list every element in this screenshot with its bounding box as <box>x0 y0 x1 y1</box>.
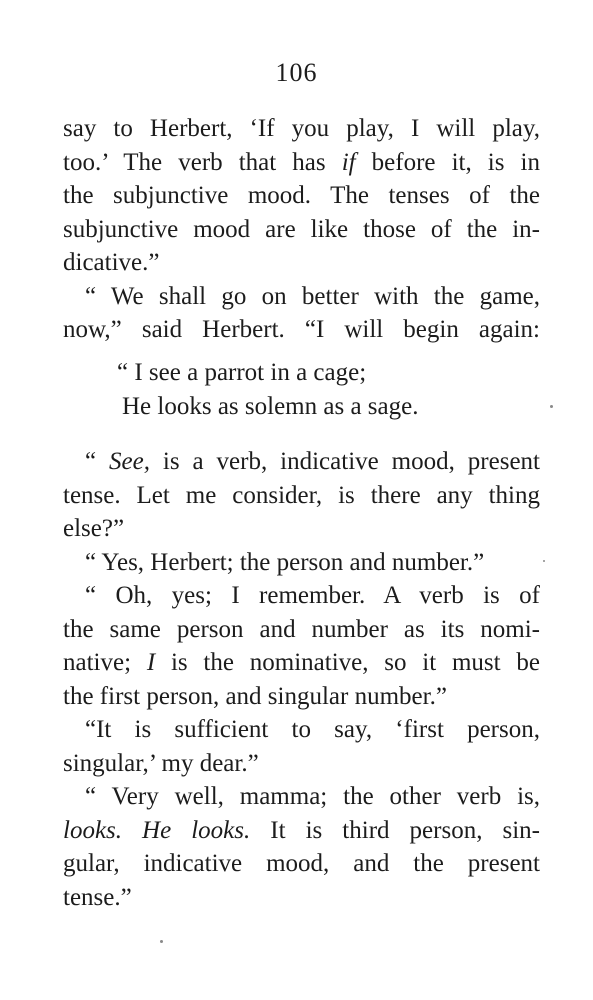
text-line: now,” said Herbert. “I will begin again: <box>63 316 540 343</box>
text-line <box>63 814 540 848</box>
text-line: tense.” <box>63 883 132 911</box>
text-line: say to Herbert, ‘If you play, I will play, <box>63 115 540 142</box>
text-line: subjunctive mood are like those of the in- <box>63 215 540 243</box>
page-number: 106 <box>275 58 318 87</box>
paper-speck <box>543 560 545 562</box>
text-line: else?” <box>63 515 125 542</box>
text-run: is a verb, indicative mood, present <box>149 448 540 475</box>
text-line <box>63 646 540 680</box>
verse-line: “ I see a parrot in a cage; <box>117 359 367 386</box>
text-line: “ Very well, mamma; the other verb is, <box>85 783 540 810</box>
text-run: native; <box>63 649 147 676</box>
text-line: “ We shall go on better with the game, <box>85 282 540 310</box>
paragraph-block-2 <box>63 445 540 914</box>
text-run: is the nominative, so it must be <box>155 649 541 676</box>
text-run: “ <box>85 448 110 475</box>
text-run: It is third person, sin- <box>250 816 540 844</box>
text-line: the subjunctive mood. The tenses of the <box>63 182 540 209</box>
text-line: dicative.” <box>63 249 160 276</box>
paper-speck <box>550 405 553 408</box>
verse-block <box>117 356 537 424</box>
text-line: tense. Let me consider, is there any thing <box>63 481 540 509</box>
text-line: singular,’ my dear.” <box>63 749 259 777</box>
text-line: “It is sufficient to say, ‘first person, <box>85 716 540 743</box>
italic-word: if <box>341 148 356 176</box>
text-line <box>63 445 540 479</box>
paper-speck <box>160 940 163 943</box>
text-line: “ Oh, yes; I remember. A verb is of <box>85 582 540 609</box>
italic-phrase: looks. He looks. <box>63 816 251 844</box>
text-line: the first person, and singular number.” <box>63 682 447 710</box>
italic-word: See, <box>109 448 150 475</box>
text-line: the same person and number as its nomi- <box>63 615 540 643</box>
text-line: gular, indicative mood, and the present <box>63 850 540 877</box>
text-line <box>63 146 540 180</box>
verse-line: He looks as solemn as a sage. <box>122 393 419 420</box>
italic-word: I <box>146 649 156 676</box>
paragraph-block-1 <box>63 112 540 347</box>
text-run: too.’ The verb that has <box>63 148 342 176</box>
text-line: “ Yes, Herbert; the person and number.” <box>85 548 485 576</box>
text-run: before it, is in <box>355 148 540 176</box>
